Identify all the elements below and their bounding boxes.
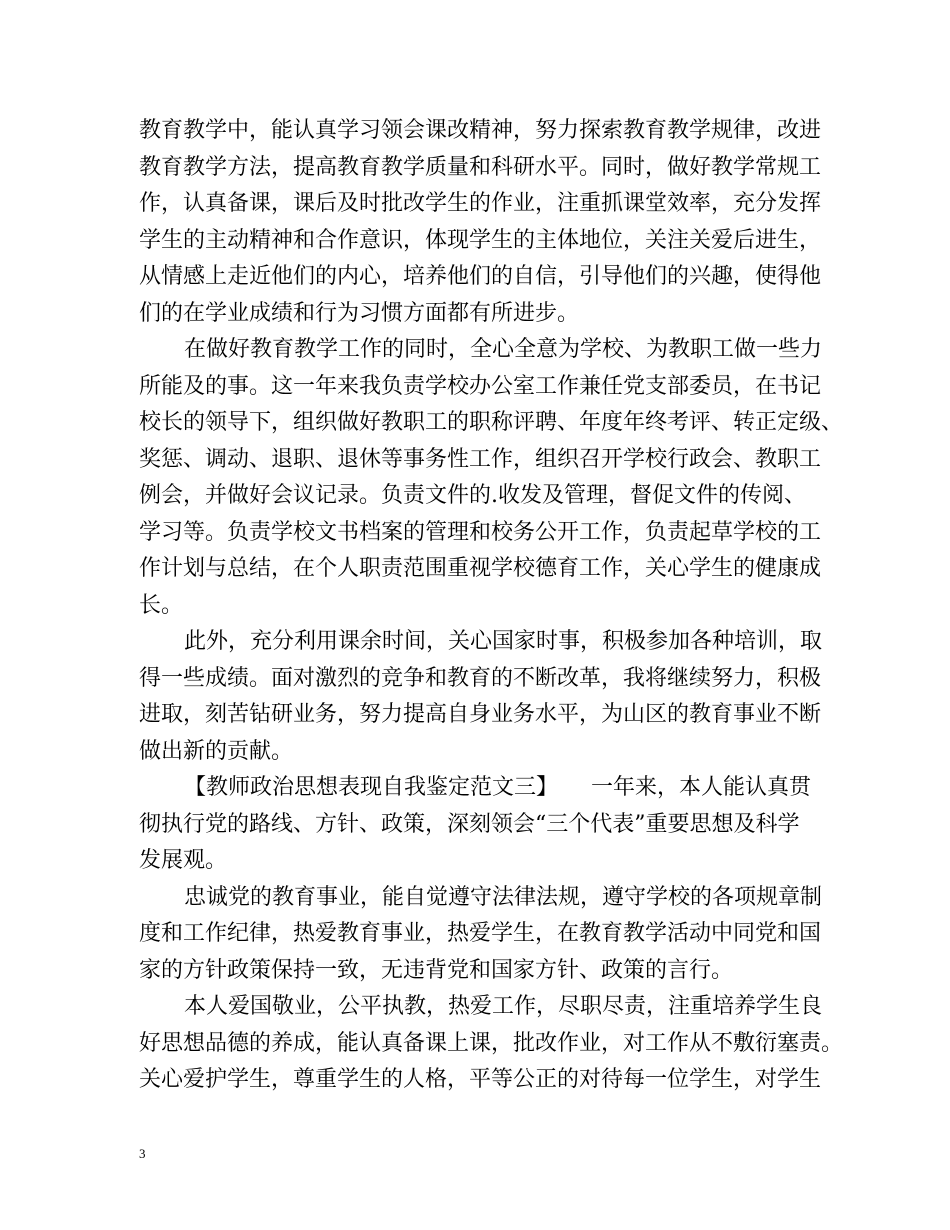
- text-line: 校长的领导下，组织做好教职工的职称评聘、年度年终考评、转正定级、: [139, 410, 844, 435]
- text-line: 们的在学业成绩和行为习惯方面都有所进步。: [139, 300, 580, 326]
- text-line: 教育教学方法，提高教育教学质量和科研水平。同时，做好教学常规工: [139, 154, 822, 180]
- text-line: 教育教学中，能认真学习领会课改精神，努力探索教育教学规律，改进: [139, 118, 822, 143]
- text-line: 从情感上走近他们的内心，培养他们的自信，引导他们的兴趣，使得他: [139, 264, 822, 289]
- paragraph-4: [139, 770, 829, 880]
- text-line: 长。: [139, 592, 184, 618]
- text-line: 忠诚党的教育事业，能自觉遵守法律法规，遵守学校的各项规章制: [184, 884, 823, 910]
- text-line: 好思想品德的养成，能认真备课上课，批改作业，对工作从不敷衍塞责。: [139, 1030, 844, 1056]
- text-line: 学生的主动精神和合作意识，体现学生的主体地位，关注关爱后进生，: [139, 227, 822, 253]
- text-line: 发展观。: [139, 848, 228, 873]
- text-line: 作计划与总结，在个人职责范围重视学校德育工作，关心学生的健康成: [139, 556, 822, 581]
- document-body: [139, 113, 844, 1099]
- text-line: 奖惩、调动、退职、退休等事务性工作，组织召开学校行政会、教职工: [139, 446, 822, 472]
- text-line: 得一些成绩。面对激烈的竞争和教育的不断改革，我将继续努力，积极: [139, 665, 822, 691]
- paragraph-6: [139, 989, 844, 1099]
- section-heading-line: 【教师政治思想表现自我鉴定范文三】 一年来，本人能认真贯: [184, 775, 812, 800]
- text-line: 度和工作纪律，热爱教育事业，热爱学生，在教育教学活动中同党和国: [139, 921, 822, 946]
- text-line: 此外，充分利用课余时间，关心国家时事，积极参加各种培训，取: [184, 629, 823, 654]
- text-line: 例会，并做好会议记录。负责文件的.收发及管理，督促文件的传阅、: [139, 483, 806, 508]
- text-line: 进取，刻苦钻研业务，努力提高自身业务水平，为山区的教育事业不断: [139, 702, 822, 727]
- text-line: 关心爱护学生，尊重学生的人格，平等公正的对待每一位学生，对学生: [139, 1067, 822, 1092]
- text-line: 家的方针政策保持一致，无违背党和国家方针、政策的言行。: [139, 957, 734, 983]
- text-line: 彻执行党的路线、方针、政策，深刻领会“三个代表”重要思想及科学: [139, 811, 800, 837]
- paragraph-3: [139, 624, 829, 770]
- text-line: 做出新的贡献。: [139, 738, 294, 764]
- text-line: 作，认真备课，课后及时批改学生的作业，注重抓课堂效率，充分发挥: [139, 191, 822, 216]
- text-line: 学习等。负责学校文书档案的管理和校务公开工作，负责起草学校的工: [139, 519, 822, 545]
- text-line: 本人爱国敬业，公平执教，热爱工作，尽职尽责，注重培养学生良: [184, 994, 823, 1019]
- paragraph-5: [139, 880, 829, 990]
- page-number: 3: [139, 1146, 146, 1161]
- paragraph-2: [139, 332, 844, 624]
- text-line: 在做好教育教学工作的同时，全心全意为学校、为教职工做一些力: [184, 337, 823, 362]
- paragraph-1: [139, 113, 829, 332]
- text-line: 所能及的事。这一年来我负责学校办公室工作兼任党支部委员，在书记: [139, 373, 822, 399]
